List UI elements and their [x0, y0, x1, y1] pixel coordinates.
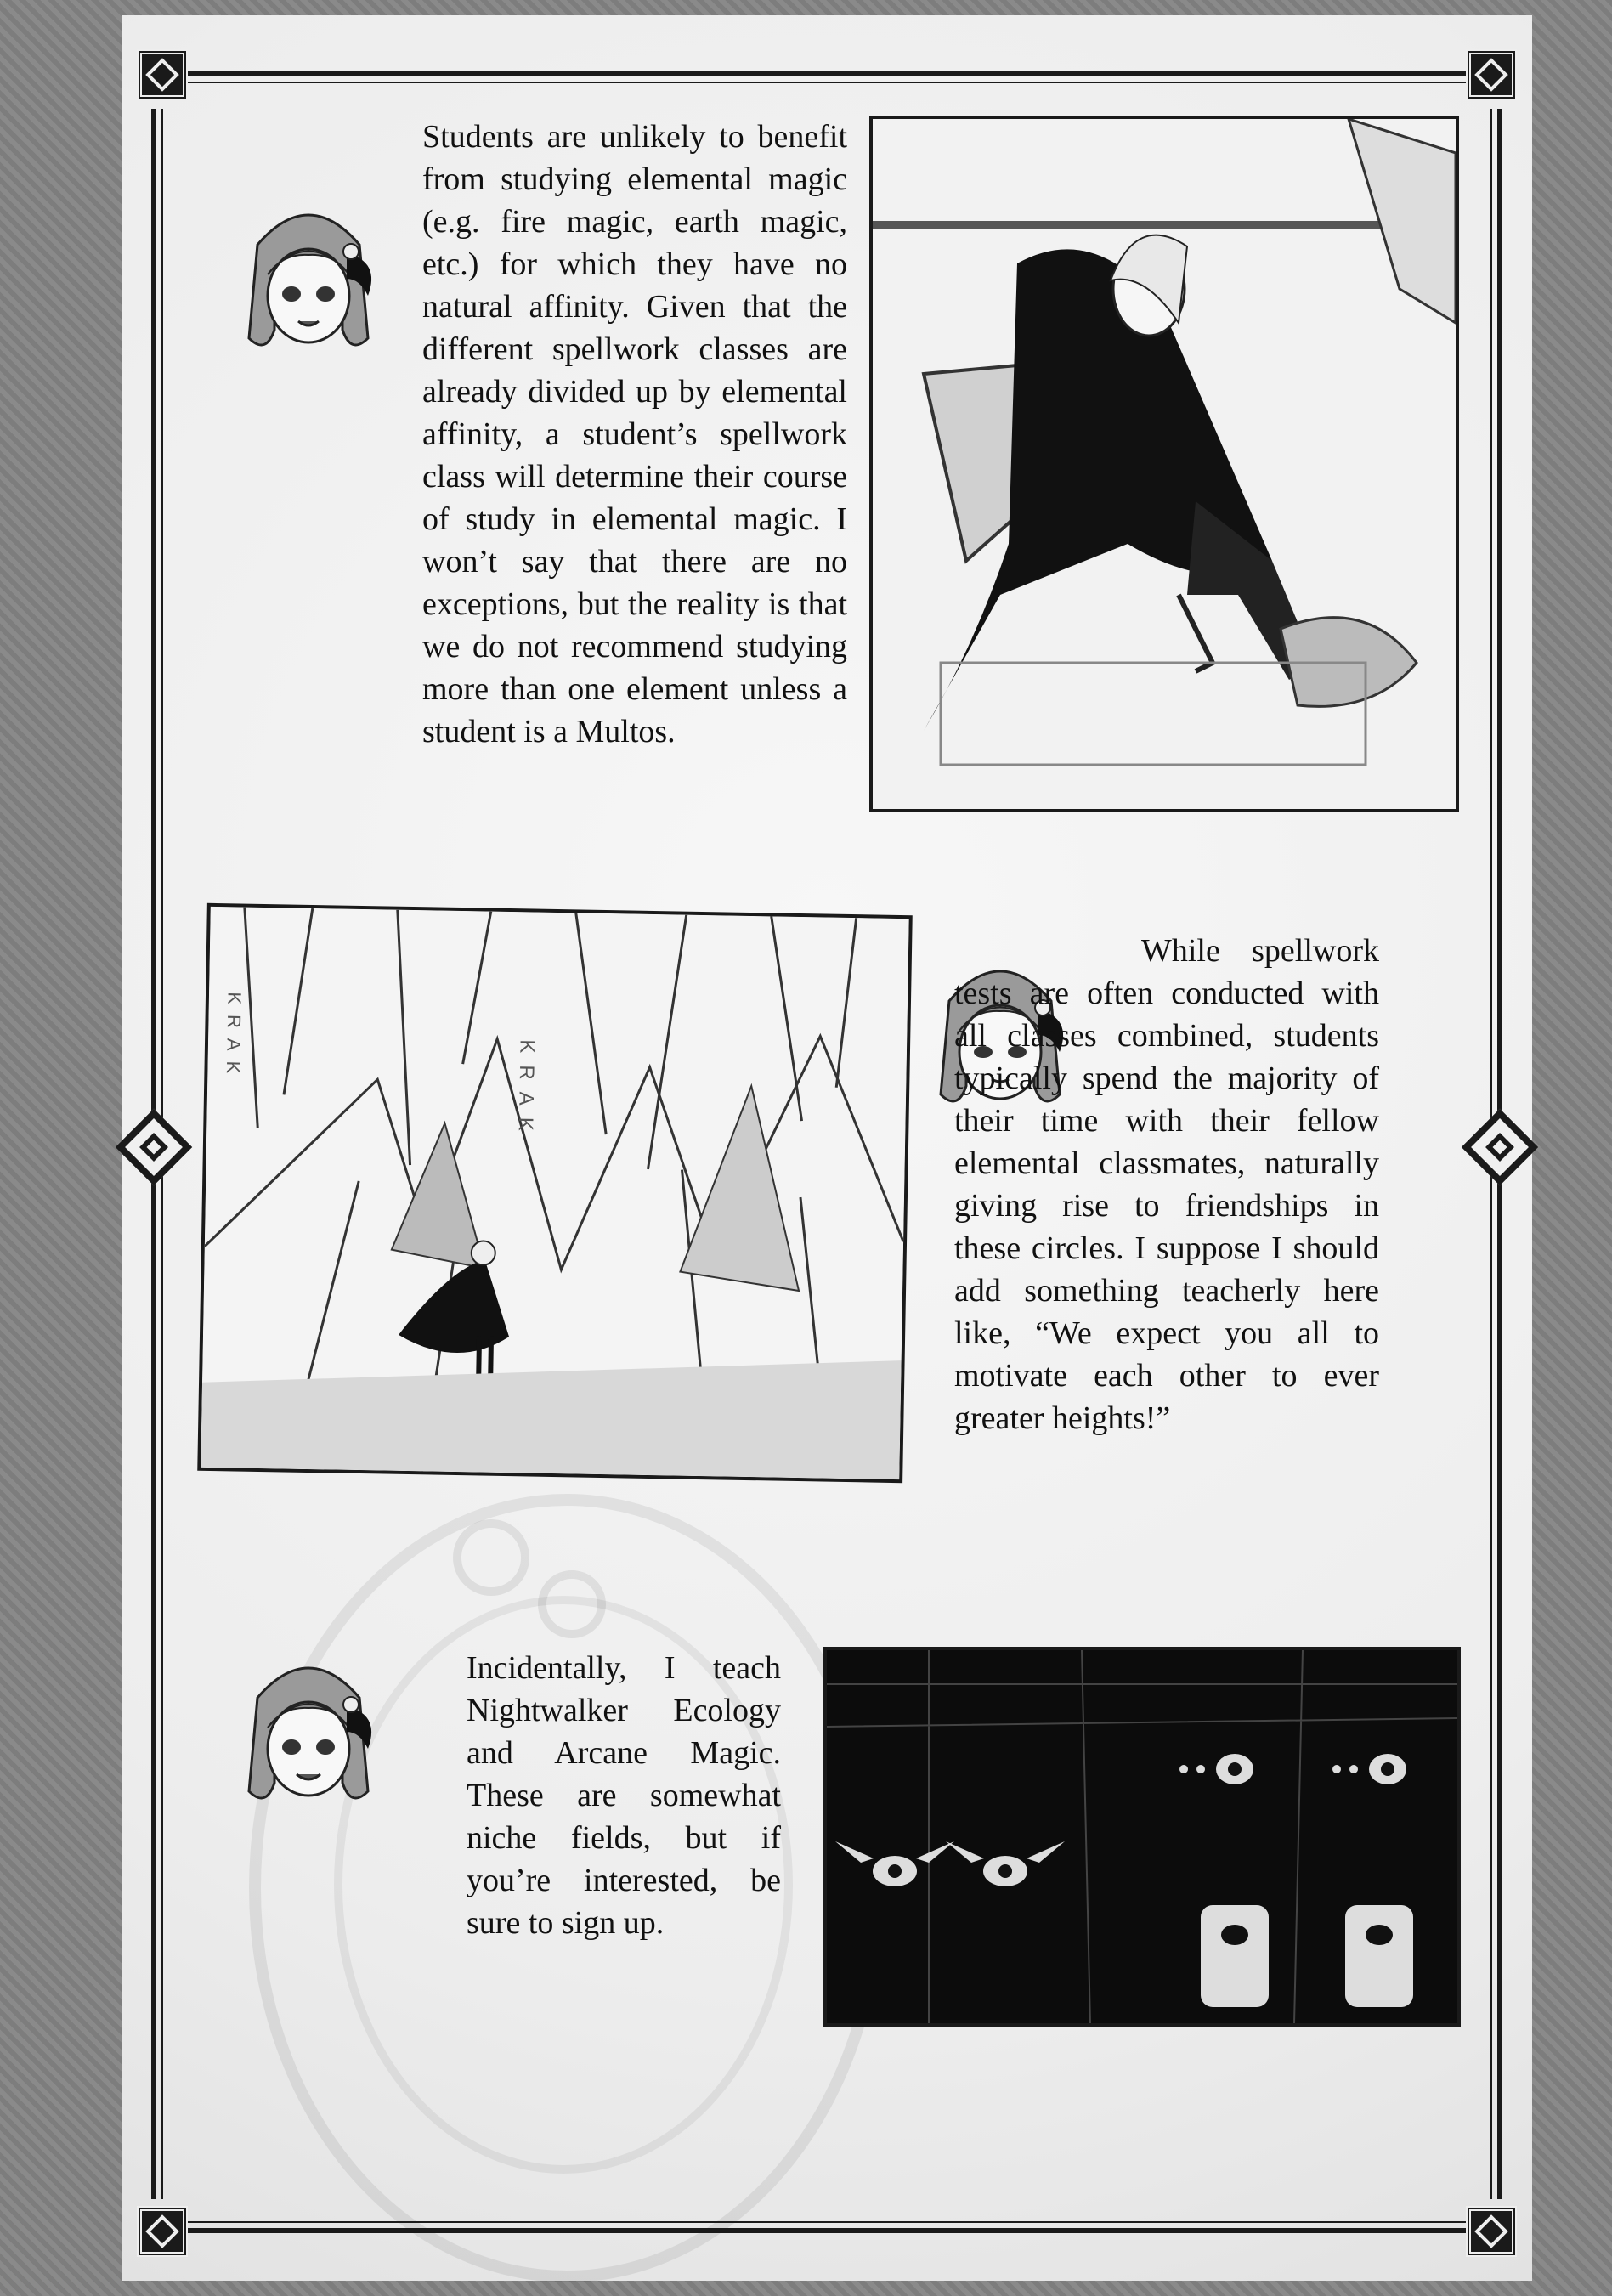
frame-corner-icon — [137, 49, 188, 100]
frame-side-ornament-icon — [116, 1109, 193, 1186]
page — [122, 15, 1532, 2281]
teacher-avatar-icon — [232, 1647, 385, 1817]
frame-corner-icon — [1466, 49, 1517, 100]
frame-corner-icon — [137, 2206, 188, 2257]
frame-bottom-line — [181, 2228, 1473, 2233]
gear-decoration — [453, 1519, 529, 1596]
manga-panel-ice-crystals — [197, 903, 913, 1483]
manga-panel-nightwalkers — [823, 1647, 1461, 2027]
frame-top-line — [181, 71, 1473, 76]
manga-panel-student-crouching — [869, 116, 1459, 812]
section-1-text: Students are unlikely to benefit from studying elemental magic (e.g. fire magic, earth magic, etc.) for which they have no natural affinity. Given that the different spellwork classes are already divided up by elemental affinity, a student’s spellwork class will determine their course of study in elemental magic. I won’t say that there are no exceptions, but the reality is that we do not recommend studying more than one element unless a student is a Multos. — [422, 119, 847, 749]
frame-top-line-inner — [181, 82, 1473, 83]
teacher-avatar-icon — [232, 194, 385, 364]
gear-decoration — [538, 1570, 606, 1638]
section-2-text: While spellwork tests are often conducted with all classes combined, students typically spend the majority of their time with their fellow elemental classmates, naturally giving rise to friendships in these circles. I suppose I should add something teacherly here like, “We expect you all to motivate each other to ever greater heights!” — [954, 933, 1379, 1436]
frame-corner-icon — [1466, 2206, 1517, 2257]
sfx-krak-left: KRAK — [222, 992, 246, 1084]
frame-bottom-line-inner — [181, 2221, 1473, 2223]
sfx-krak-right: KRAK — [513, 1039, 539, 1143]
frame-side-ornament-icon — [1462, 1109, 1539, 1186]
section-3-text: Incidentally, I teach Nightwalker Ecology and Arcane Magic. These are somewhat niche fields, but if you’re interested, be sure to sign up. — [467, 1650, 781, 1941]
